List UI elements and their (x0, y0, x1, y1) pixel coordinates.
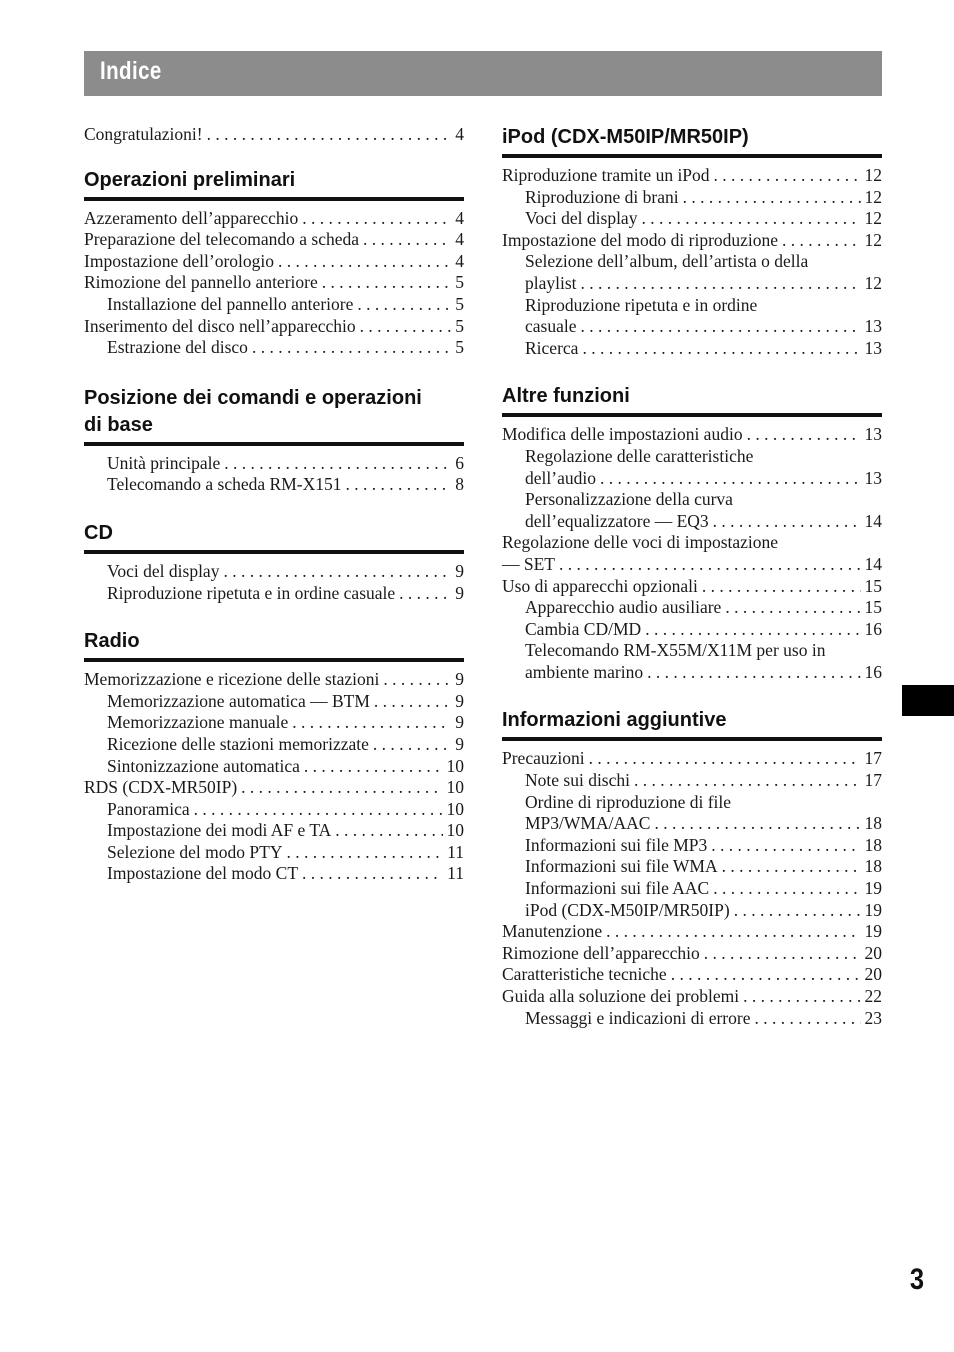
toc-left-column (84, 124, 464, 885)
toc-subentry[interactable] (84, 712, 464, 734)
toc-subentry[interactable] (84, 756, 464, 778)
toc-entry[interactable] (502, 964, 882, 986)
toc-entry[interactable] (84, 208, 464, 230)
toc-subentry[interactable] (502, 813, 882, 835)
toc-entry-label: Memorizzazione e ricezione delle stazioni (84, 669, 380, 690)
leader-dots (581, 273, 861, 295)
toc-entry-label: playlist (525, 272, 577, 293)
toc-entry-label: RDS (CDX-MR50IP) (84, 777, 238, 798)
leader-dots (634, 770, 861, 792)
section-rule (502, 737, 882, 741)
toc-subentry[interactable] (502, 878, 882, 900)
toc-entry-page: 10 (446, 755, 464, 776)
leader-dots (383, 669, 451, 691)
toc-subentry[interactable] (502, 187, 882, 209)
toc-entry-label: Rimozione del pannello anteriore (84, 272, 318, 293)
toc-entry-page: 9 (455, 733, 464, 754)
toc-entry-label: iPod (CDX-M50IP/MR50IP) (525, 899, 730, 920)
toc-entry-page: 10 (446, 820, 464, 841)
leader-dots (702, 576, 861, 598)
toc-section (502, 383, 882, 683)
toc-entry-page: 16 (864, 618, 882, 639)
toc-entry-label: dell’audio (525, 467, 596, 488)
toc-subentry[interactable] (502, 856, 882, 878)
toc-entry-label: Voci del display (525, 208, 638, 229)
leader-dots (223, 561, 451, 583)
toc-subentry[interactable] (502, 597, 882, 619)
toc-subentry[interactable] (502, 662, 882, 684)
page-number: 3 (909, 1263, 925, 1296)
toc-entry-label: Guida alla soluzione dei problemi (502, 986, 740, 1006)
toc-entry-page: 9 (455, 560, 464, 581)
toc-entry-page: 18 (864, 813, 882, 834)
toc-entry-label: MP3/WMA/AAC (525, 813, 651, 834)
toc-subentry[interactable] (502, 835, 882, 857)
toc-subentry[interactable] (84, 474, 464, 496)
section-rule (502, 413, 882, 417)
leader-dots (683, 187, 861, 209)
toc-section (502, 124, 882, 359)
toc-subentry-line[interactable]: Ordine di riproduzione di file (525, 791, 732, 812)
toc-section (84, 167, 464, 359)
leader-dots (335, 820, 442, 842)
toc-entry-label: Messaggi e indicazioni di errore (525, 1007, 751, 1028)
toc-entry-page: 13 (864, 337, 882, 358)
leader-dots (671, 964, 861, 986)
toc-entry-label: Ricerca (525, 337, 579, 358)
toc-entry-page: 12 (864, 208, 882, 229)
toc-entry-page: 19 (864, 878, 882, 899)
leader-dots (714, 165, 861, 187)
toc-entry-page: 15 (864, 575, 882, 596)
section-heading: Informazioni aggiuntive (502, 709, 727, 732)
toc-entry-label: Sintonizzazione automatica (107, 755, 300, 776)
section-heading: Operazioni preliminari (84, 168, 296, 191)
toc-entry-page: 6 (455, 452, 464, 473)
toc-subentry[interactable] (84, 583, 464, 605)
toc-entry[interactable] (502, 921, 882, 943)
title-bar (84, 51, 882, 96)
toc-entry[interactable] (502, 986, 882, 1008)
toc-entry-label: Selezione del modo PTY (107, 841, 283, 862)
leader-dots (713, 878, 860, 900)
toc-entry-label: Riproduzione di brani (525, 186, 679, 207)
toc-entry-page: 12 (864, 229, 882, 250)
toc-subentry[interactable] (84, 734, 464, 756)
toc-subentry[interactable] (84, 691, 464, 713)
toc-subentry[interactable] (84, 337, 464, 359)
toc-entry-page: 18 (864, 834, 882, 855)
toc-entry-page: 20 (864, 942, 882, 963)
toc-entry-page: 5 (455, 315, 464, 336)
toc-entry-page: 4 (455, 124, 464, 144)
toc-entry-label: Memorizzazione manuale (107, 712, 289, 733)
toc-entry-label: Congratulazioni! (84, 124, 203, 144)
toc-entry-label: ambiente marino (525, 661, 644, 682)
leader-dots (704, 943, 861, 965)
section-heading-line1: Posizione dei comandi e operazioni (84, 386, 422, 409)
leader-dots (747, 424, 861, 446)
toc-entry[interactable] (502, 576, 882, 598)
toc-entry-label: Impostazione dell’orologio (84, 250, 275, 271)
toc-entry-label: Preparazione del telecomando a scheda (84, 229, 360, 250)
toc-entry-page: 23 (864, 1007, 882, 1028)
leader-dots (304, 756, 443, 778)
toc-entry-page: 10 (446, 777, 464, 798)
toc-entry-page: 5 (455, 272, 464, 293)
toc-subentry-line[interactable]: Personalizzazione della curva (525, 489, 733, 510)
toc-entry-page: 12 (864, 186, 882, 207)
toc-entry[interactable] (502, 424, 882, 446)
section-rule (84, 658, 464, 662)
toc-entry-page: 9 (455, 690, 464, 711)
toc-entry-label: Rimozione dell’apparecchio (502, 942, 700, 963)
toc-entry-label: — SET (502, 553, 555, 574)
toc-entry-page: 18 (864, 856, 882, 877)
toc-entry[interactable] (502, 165, 882, 187)
toc-entry-line[interactable]: Regolazione delle voci di impostazione (502, 532, 779, 553)
section-rule (84, 442, 464, 446)
toc-subentry[interactable] (502, 316, 882, 338)
toc-entry-page: 13 (864, 424, 882, 445)
toc-entry-label: Informazioni sui file MP3 (525, 834, 708, 855)
leader-dots (241, 777, 442, 799)
toc-entry-page: 9 (455, 669, 464, 690)
toc-entry-page: 17 (864, 770, 882, 791)
leader-dots (713, 511, 861, 533)
toc-entry-page: 8 (455, 474, 464, 495)
leader-dots (600, 468, 861, 490)
toc-subentry[interactable] (84, 561, 464, 583)
section-heading: CD (84, 521, 113, 544)
toc-subentry[interactable] (84, 799, 464, 821)
toc-entry-label: Modifica delle impostazioni audio (502, 424, 743, 445)
section-rule (84, 197, 464, 201)
toc-subentry[interactable] (84, 453, 464, 475)
toc-entry-label: Voci del display (107, 560, 220, 581)
leader-dots (373, 734, 451, 756)
toc-section (84, 385, 464, 496)
toc-entry-label: Unità principale (107, 452, 221, 473)
toc-entry-label: Informazioni sui file WMA (525, 856, 718, 877)
toc-entry-page: 4 (455, 229, 464, 250)
leader-dots (224, 453, 451, 475)
leader-dots (559, 554, 861, 576)
toc-entry-label: Note sui dischi (525, 770, 630, 791)
leader-dots (606, 921, 860, 943)
toc-subentry[interactable] (502, 338, 882, 360)
toc-entry-label: Azzeramento dell’apparecchio (84, 207, 299, 228)
leader-dots (722, 856, 861, 878)
leader-dots (589, 748, 861, 770)
toc-entry-label: Precauzioni (502, 748, 585, 769)
toc-section (502, 707, 882, 1029)
toc-subentry-line[interactable]: Telecomando RM-X55M/X11M per uso in (525, 640, 826, 661)
leader-dots (252, 337, 451, 359)
section-heading (84, 385, 464, 439)
toc-subentry[interactable] (502, 1008, 882, 1030)
leader-dots (399, 583, 451, 605)
toc-section (84, 520, 464, 604)
toc-entry[interactable] (84, 777, 464, 799)
leader-dots (292, 712, 451, 734)
toc-entry-label: Memorizzazione automatica — BTM (107, 690, 370, 711)
toc-entry-label: Installazione del pannello anteriore (107, 293, 354, 314)
toc-subentry-line[interactable]: Regolazione delle caratteristiche (525, 445, 754, 466)
toc-entry-label: Apparecchio audio ausiliare (525, 597, 722, 618)
toc-entry-page: 13 (864, 467, 882, 488)
leader-dots (374, 691, 451, 713)
toc-entry[interactable] (502, 943, 882, 965)
toc-entry-label: Uso di apparecchi opzionali (502, 575, 698, 596)
toc-entry-label: Panoramica (107, 798, 190, 819)
leader-dots (302, 863, 443, 885)
toc-entry[interactable] (502, 230, 882, 252)
toc-entry-label: Cambia CD/MD (525, 618, 642, 639)
toc-entry-label: Impostazione dei modi AF e TA (107, 820, 332, 841)
leader-dots (645, 619, 860, 641)
leader-dots (302, 208, 451, 230)
leader-dots (754, 1008, 860, 1030)
toc-entry-label: dell’equalizzatore — EQ3 (525, 510, 709, 531)
toc-section (84, 628, 464, 885)
leader-dots (286, 842, 443, 864)
toc-entry-page: 19 (864, 899, 882, 920)
toc-entry-page: 5 (455, 293, 464, 314)
toc-entry[interactable] (84, 229, 464, 251)
toc-entry-page: 20 (864, 964, 882, 985)
leader-dots (581, 316, 861, 338)
toc-entry-label: Riproduzione tramite un iPod (502, 165, 710, 185)
toc-entry-label: Estrazione del disco (107, 337, 248, 358)
toc-entry-label: Impostazione del modo di riproduzione (502, 229, 779, 250)
toc-entry-page: 15 (864, 597, 882, 618)
toc-entry-page: 17 (864, 748, 882, 769)
page-title: Indice (100, 57, 162, 85)
leader-dots (725, 597, 860, 619)
toc-subentry[interactable] (502, 208, 882, 230)
toc-subentry[interactable] (84, 294, 464, 316)
toc-subentry[interactable] (502, 273, 882, 295)
toc-entry-page: 11 (447, 863, 464, 884)
toc-entry[interactable] (84, 669, 464, 691)
toc-subentry[interactable] (84, 863, 464, 885)
toc-entry-page: 9 (455, 582, 464, 603)
toc-entry-page: 10 (446, 798, 464, 819)
toc-entry[interactable] (502, 748, 882, 770)
toc-entry-label: casuale (525, 316, 577, 337)
toc-subentry-line[interactable]: Riproduzione ripetuta e in ordine (525, 294, 758, 315)
leader-dots (322, 272, 452, 294)
toc-entry-page: 9 (455, 712, 464, 733)
toc-entry[interactable] (84, 272, 464, 294)
section-heading: iPod (CDX-M50IP/MR50IP) (502, 126, 749, 148)
toc-subentry[interactable] (502, 770, 882, 792)
leader-dots (582, 338, 860, 360)
leader-dots (207, 124, 452, 146)
toc-entry-label: Ricezione delle stazioni memorizzate (107, 733, 369, 754)
toc-entry-page: 14 (864, 553, 882, 574)
leader-dots (194, 799, 443, 821)
toc-entry-label: Informazioni sui file AAC (525, 878, 710, 899)
toc-entry-page: 5 (455, 337, 464, 358)
section-rule (502, 154, 882, 158)
leader-dots (782, 230, 860, 252)
chapter-tab-marker (902, 685, 954, 716)
leader-dots (711, 835, 860, 857)
section-heading: Radio (84, 630, 140, 653)
section-heading: Altre funzioni (502, 385, 630, 408)
toc-entry-page: 4 (455, 207, 464, 228)
section-rule (84, 550, 464, 554)
toc-entry-page: 13 (864, 316, 882, 337)
toc-entry-label: Inserimento del disco nell’apparecchio (84, 315, 356, 336)
toc-entry-label: Caratteristiche tecniche (502, 964, 667, 985)
leader-dots (360, 316, 452, 338)
leader-dots (363, 229, 451, 251)
leader-dots (647, 662, 860, 684)
leader-dots (734, 900, 861, 922)
toc-subentry[interactable] (84, 820, 464, 842)
toc-subentry[interactable] (502, 511, 882, 533)
toc-entry-page: 22 (864, 986, 882, 1006)
leader-dots (278, 251, 451, 273)
leader-dots (357, 294, 451, 316)
leader-dots (345, 474, 451, 496)
toc-entry[interactable] (84, 124, 464, 146)
toc-entry-label: Riproduzione ripetuta e in ordine casuale (107, 582, 396, 603)
toc-entry[interactable] (84, 251, 464, 273)
toc-entry-page: 12 (864, 165, 882, 185)
leader-dots (641, 208, 860, 230)
toc-subentry[interactable] (502, 900, 882, 922)
toc-subentry-line[interactable]: Selezione dell’album, dell’artista o della (525, 251, 809, 272)
toc-entry-label: Impostazione del modo CT (107, 863, 299, 884)
leader-dots (743, 986, 860, 1008)
toc-right-column (502, 124, 882, 1029)
toc-entry[interactable] (84, 316, 464, 338)
toc-entry-page: 14 (864, 510, 882, 531)
toc-entry-page: 16 (864, 661, 882, 682)
toc-subentry[interactable] (84, 842, 464, 864)
toc-entry-page: 11 (447, 841, 464, 862)
toc-entry-page: 12 (864, 272, 882, 293)
leader-dots (654, 813, 860, 835)
toc-subentry[interactable] (502, 468, 882, 490)
toc-entry-label: Telecomando a scheda RM-X151 (107, 474, 342, 495)
section-heading-line2: di base (84, 413, 153, 436)
toc-entry[interactable] (502, 554, 882, 576)
toc-entry-page: 19 (864, 921, 882, 942)
toc-entry-label: Manutenzione (502, 921, 603, 942)
toc-entry-page: 4 (455, 250, 464, 271)
toc-subentry[interactable] (502, 619, 882, 641)
